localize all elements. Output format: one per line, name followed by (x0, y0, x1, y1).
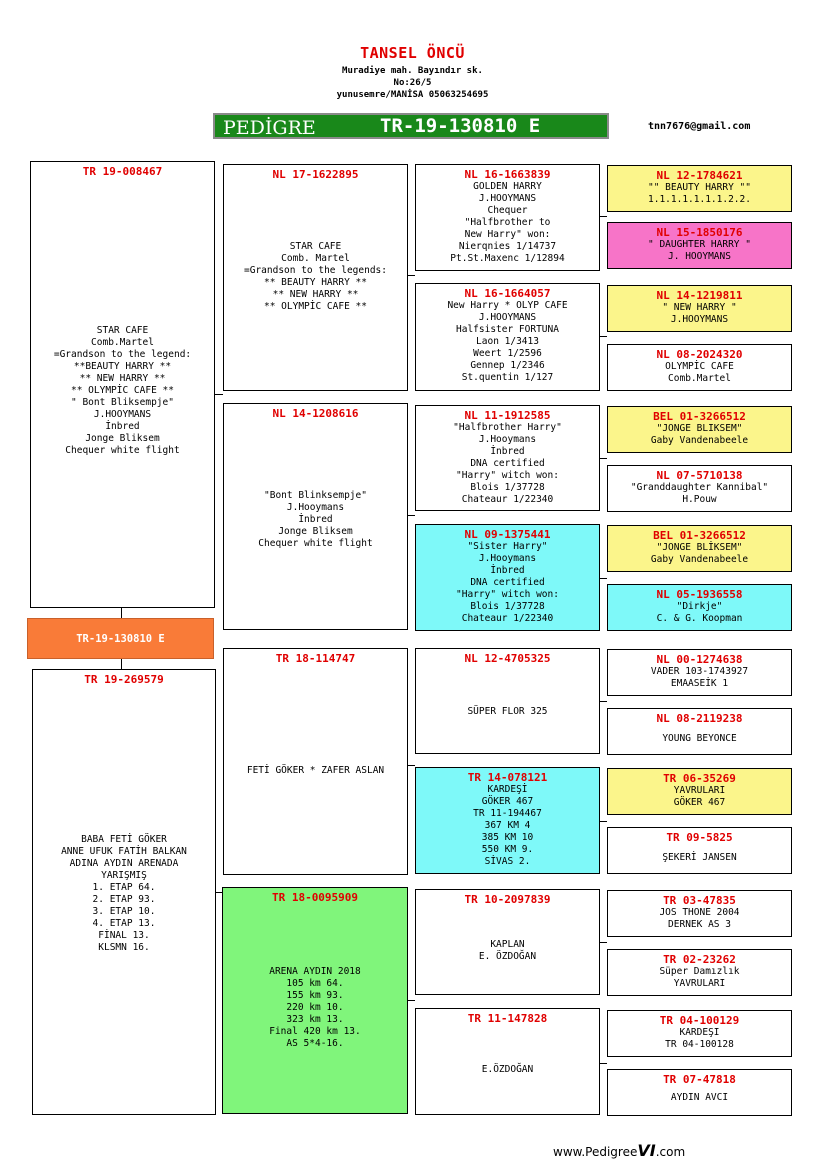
ring-number: NL 16-1663839 (464, 168, 551, 181)
gen4-card-9[interactable] (607, 649, 792, 696)
gen4-card-6[interactable] (607, 465, 792, 512)
connector (408, 275, 415, 276)
connector (121, 607, 122, 618)
sire-sire-card[interactable] (223, 164, 408, 391)
pigeon-info: YAVRULARI GÖKER 467 (673, 785, 726, 808)
ring-number: TR 07-47818 (663, 1073, 736, 1086)
ring-number: NL 15-1850176 (656, 226, 743, 239)
gen4-card-8[interactable] (607, 584, 792, 631)
pigeon-info: "Bont Blinksempje" J.Hooymans İnbred Jonge Bliksem Chequer white flight (258, 490, 373, 549)
gen4-card-7[interactable] (607, 525, 792, 572)
banner-ring: TR-19-130810 E (380, 115, 541, 137)
ring-number: NL 00-1274638 (656, 653, 743, 666)
owner-address-line2: No:26/5 (393, 78, 432, 88)
pigeon-info: "" BEAUTY HARRY "" 1.1.1.1.1.1.1.2.2. (648, 182, 751, 205)
gen4-card-13[interactable] (607, 890, 792, 937)
ring-number: TR 06-35269 (663, 772, 736, 785)
gen3-card-5[interactable] (415, 648, 600, 754)
sire-ring: TR 19-008467 (82, 165, 163, 178)
pigeon-info: SÜPER FLOR 325 (467, 706, 548, 717)
ring-number: NL 16-1664057 (464, 287, 551, 300)
gen4-card-3[interactable] (607, 285, 792, 332)
gen4-card-14[interactable] (607, 949, 792, 996)
gen3-card-2[interactable] (415, 283, 600, 391)
connector (408, 1000, 415, 1001)
owner-address-line3: yunusemre/MANİSA 05063254695 (336, 90, 489, 100)
pigeon-info: FETİ GÖKER * ZAFER ASLAN (246, 765, 385, 776)
ring-number: NL 09-1375441 (464, 528, 551, 541)
owner-address-line1: Muradiye mah. Bayındır sk. (342, 66, 483, 76)
ring-number: NL 11-1912585 (464, 409, 551, 422)
gen3-card-8[interactable] (415, 1008, 600, 1115)
ring-number: NL 14-1219811 (656, 289, 743, 302)
ring-number: TR 10-2097839 (464, 893, 551, 906)
dam-info: BABA FETİ GÖKER ANNE UFUK FATİH BALKAN ADINA AYDIN ARENADA YARIŞMIŞ 1. ETAP 64. 2. ETAP 93. 3. ETAP 10. 4. ETAP 13. FİNAL 13. KLSMN 16. (61, 834, 187, 953)
pigeon-info: "JONGE BLIKSEM" Gaby Vandenabeele (650, 423, 749, 446)
pigeon-info: YOUNG BEYONCE (662, 733, 737, 744)
gen4-card-11[interactable] (607, 768, 792, 815)
ring-number: NL 08-2024320 (656, 348, 743, 361)
pigeon-info: E.ÖZDOĞAN (481, 1064, 534, 1075)
pigeon-info: STAR CAFE Comb. Martel =Grandson to the legends: ** BEAUTY HARRY ** ** NEW HARRY ** ** OLYMPİC CAFE ** (244, 241, 387, 312)
connector (600, 1063, 607, 1064)
pigeon-info: KAPLAN E. ÖZDOĞAN (478, 939, 537, 962)
ring-number: TR 18-0095909 (271, 891, 359, 904)
subject-ring: TR-19-130810 E (76, 632, 165, 645)
owner-email[interactable]: tnn7676@gmail.com (648, 121, 751, 132)
pigeon-info: AYDIN AVCI (670, 1092, 729, 1103)
pedigree-software-logo (553, 1141, 685, 1160)
ring-number: BEL 01-3266512 (653, 529, 746, 542)
pigeon-info: "JONGE BLİKSEM" Gaby Vandenabeele (650, 542, 749, 565)
ring-number: TR 14-078121 (467, 771, 548, 784)
gen4-card-15[interactable] (607, 1010, 792, 1057)
gen4-card-12[interactable] (607, 827, 792, 874)
dam-dam-card[interactable] (222, 887, 408, 1114)
ring-number: TR 18-114747 (275, 652, 356, 665)
connector (214, 394, 223, 395)
ring-number: TR 04-100129 (659, 1014, 740, 1027)
ring-number: TR 03-47835 (663, 894, 736, 907)
logo-brand: VI (637, 1141, 656, 1160)
pigeon-info: " DAUGHTER HARRY " J. HOOYMANS (648, 239, 751, 262)
connector (408, 515, 415, 516)
ring-number: NL 12-4705325 (464, 652, 551, 665)
connector (600, 578, 607, 579)
owner-name: TANSEL ÖNCÜ (360, 44, 465, 62)
ring-number: NL 07-5710138 (656, 469, 743, 482)
sire-info: STAR CAFE Comb.Martel =Grandson to the legend: **BEAUTY HARRY ** ** NEW HARRY ** ** OLYMPİC CAFE ** " Bont Bliksempje" J.HOOYMANS İnbred Jonge Bliksem Chequer white flight (53, 325, 192, 456)
connector (600, 701, 607, 702)
connector (600, 821, 607, 822)
pigeon-info: Süper Damızlık YAVRULARI (659, 966, 740, 989)
gen3-card-1[interactable] (415, 164, 600, 271)
connector (121, 658, 122, 669)
gen4-card-16[interactable] (607, 1069, 792, 1116)
connector (600, 216, 607, 217)
gen4-card-4[interactable] (607, 344, 792, 391)
pigeon-info: ARENA AYDIN 2018 105 km 64. 155 km 93. 220 km 10. 323 km 13. Final 420 km 13. AS 5*4-16. (269, 966, 361, 1049)
pigeon-info: "Halfbrother Harry" J.Hooymans İnbred DNA certified "Harry" witch won: Blois 1/37728 Chateaur 1/22340 (453, 422, 562, 505)
pigeon-info: New Harry * OLYP CAFE J.HOOYMANS Halfsister FORTUNA Laon 1/3413 Weert 1/2596 Gennep 1/2346 St.quentin 1/127 (447, 300, 568, 383)
gen3-card-3[interactable] (415, 405, 600, 511)
ring-number: TR 11-147828 (467, 1012, 548, 1025)
pigeon-info: VADER 103-1743927 EMAASEİK 1 (650, 666, 749, 689)
ring-number: TR 09-5825 (666, 831, 733, 844)
pigeon-info: "Dirkje" C. & G. Koopman (656, 601, 743, 624)
gen4-card-10[interactable] (607, 708, 792, 755)
gen4-card-1[interactable] (607, 165, 792, 212)
pigeon-info: OLYMPİC CAFE Comb.Martel (665, 361, 734, 384)
pigeon-info: KARDEŞİ GÖKER 467 TR 11-194467 367 KM 4 385 KM 10 550 KM 9. SİVAS 2. (473, 784, 542, 867)
dam-ring: TR 19-269579 (84, 673, 164, 686)
ring-number: NL 12-1784621 (656, 169, 743, 182)
gen4-card-5[interactable] (607, 406, 792, 453)
subject-card[interactable] (27, 618, 214, 659)
ring-number: BEL 01-3266512 (653, 410, 746, 423)
pigeon-info: JOS THONE 2004 DERNEK AS 3 (659, 907, 740, 930)
pigeon-info: GOLDEN HARRY J.HOOYMANS Chequer "Halfbrother to New Harry" won: Nierqnies 1/14737 Pt.St.Maxenc 1/12894 (450, 181, 565, 264)
banner-label: PEDİGRE (223, 117, 316, 139)
pigeon-info: "Sister Harry" J.Hooymans İnbred DNA certified "Harry" witch won: Blois 1/37728 Chateaur 1/22340 (456, 541, 559, 624)
connector (408, 765, 415, 766)
connector (600, 942, 607, 943)
ring-number: NL 05-1936558 (656, 588, 743, 601)
logo-prefix: www.Pedigree (553, 1145, 638, 1159)
connector (600, 458, 607, 459)
dam-sire-card[interactable] (223, 648, 408, 875)
connector (600, 336, 607, 337)
ring-number: NL 14-1208616 (272, 407, 359, 420)
ring-number: NL 17-1622895 (272, 168, 359, 181)
sire-card[interactable] (30, 161, 215, 608)
pigeon-info: " NEW HARRY " J.HOOYMANS (662, 302, 737, 325)
ring-number: TR 02-23262 (663, 953, 736, 966)
gen3-card-7[interactable] (415, 889, 600, 995)
ring-number: NL 08-2119238 (656, 712, 743, 725)
gen4-card-2[interactable] (607, 222, 792, 269)
gen3-card-6[interactable] (415, 767, 600, 874)
pigeon-info: KARDEŞI TR 04-100128 (665, 1027, 734, 1050)
gen3-card-4[interactable] (415, 524, 600, 631)
logo-suffix: .com (655, 1145, 686, 1159)
sire-dam-card[interactable] (223, 403, 408, 630)
pigeon-info: "Granddaughter Kannibal" H.Pouw (630, 482, 769, 505)
pedigree-banner (213, 113, 609, 139)
pigeon-info: ŞEKERİ JANSEN (662, 852, 737, 863)
dam-card[interactable] (32, 669, 216, 1115)
